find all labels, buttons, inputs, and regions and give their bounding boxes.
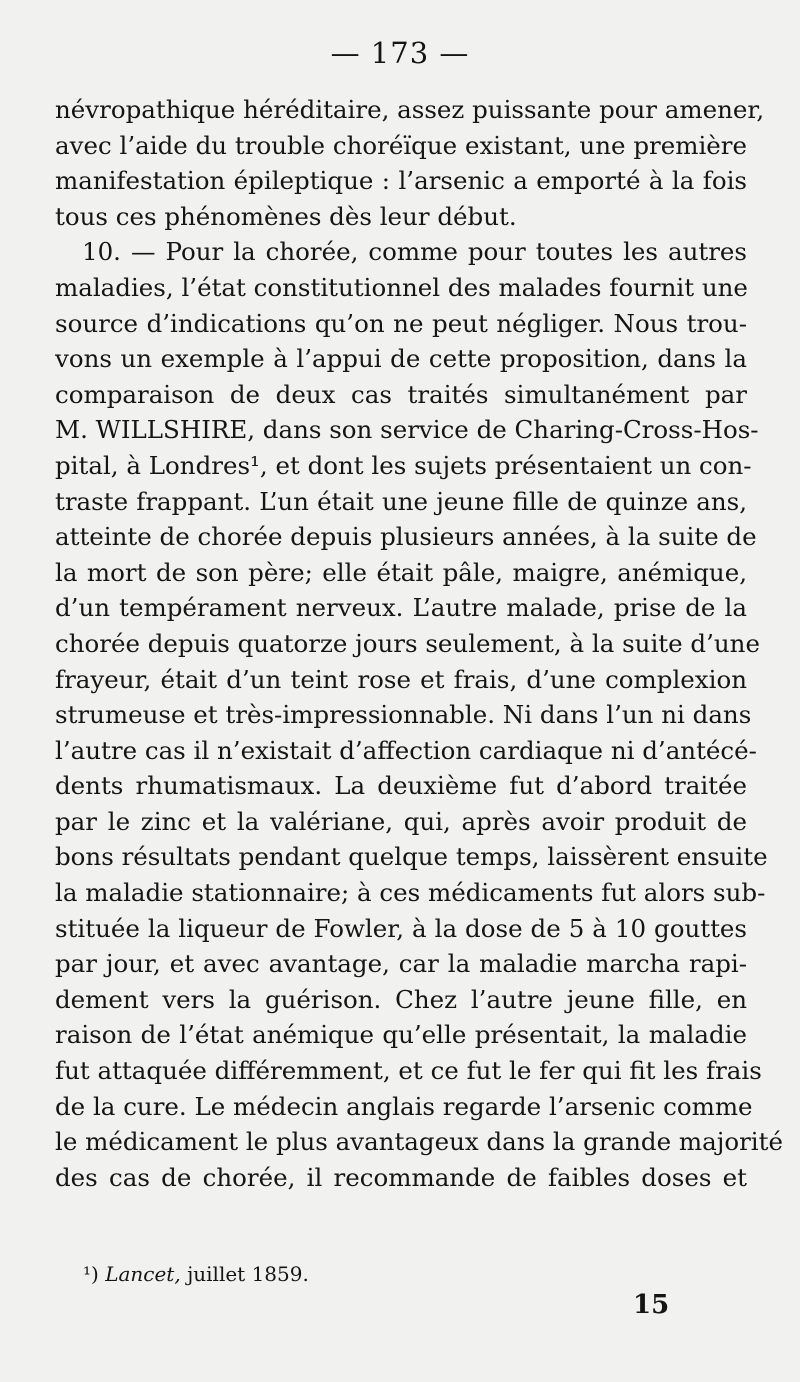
text-line: avec l’aide du trouble choréïque existant, une première <box>55 130 747 160</box>
signature-mark: 15 <box>633 1290 670 1320</box>
text-line: bons résultats pendant quelque temps, laissèrent ensuite <box>55 842 768 872</box>
text-line: l’autre cas il n’existait d’affection cardiaque ni d’antécé- <box>55 735 757 765</box>
text-line: névropathique héréditaire, assez puissante pour amener, <box>55 95 765 124</box>
text-line: la maladie stationnaire; à ces médicaments fut alors sub- <box>55 878 766 908</box>
body-text <box>55 92 783 1195</box>
text-line: dents rhumatismaux. La deuxième fut d’abord traitée <box>55 771 747 801</box>
footnote <box>83 1262 309 1286</box>
text-line: tous ces phénomènes dès leur début. <box>55 201 517 231</box>
text-line: de la cure. Le médecin anglais regarde l’arsenic comme <box>55 1091 753 1121</box>
text-line: maladies, l’état constitutionnel des malades fournit une <box>55 272 748 302</box>
text-line: traste frappant. L’un était une jeune fille de quinze ans, <box>55 486 747 516</box>
text-line: la mort de son père; elle était pâle, maigre, anémique, <box>55 557 747 587</box>
text-line: atteinte de chorée depuis plusieurs années, à la suite de <box>55 522 757 552</box>
text-line: manifestation épileptique : l’arsenic a emporté à la fois <box>55 166 747 196</box>
text-line: source d’indications qu’on ne peut négliger. Nous trou- <box>55 308 747 338</box>
text-line: 10. — Pour la chorée, comme pour toutes les autres <box>82 237 747 267</box>
text-line: par le zinc et la valériane, qui, après avoir produit de <box>55 806 747 836</box>
text-line: M. WILLSHIRE, dans son service de Charing-Cross-Hos- <box>55 415 759 445</box>
text-line: d’un tempérament nerveux. L’autre malade, prise de la <box>55 593 747 623</box>
footnote-source: Lancet, <box>105 1262 181 1286</box>
text-line: dement vers la guérison. Chez l’autre jeune fille, en <box>55 984 747 1014</box>
text-line: par jour, et avec avantage, car la maladie marcha rapi- <box>55 949 747 979</box>
text-line: strumeuse et très-impressionnable. Ni dans l’un ni dans <box>55 700 752 730</box>
text-line: chorée depuis quatorze jours seulement, à la suite d’une <box>55 628 760 658</box>
text-line: vons un exemple à l’appui de cette proposition, dans la <box>55 344 747 374</box>
text-line: raison de l’état anémique qu’elle présentait, la maladie <box>55 1020 747 1050</box>
text-line: des cas de chorée, il recommande de faibles doses et <box>55 1162 747 1192</box>
text-line: fut attaquée différemment, et ce fut le fer qui fit les frais <box>55 1056 762 1086</box>
text-line: pital, à Londres¹, et dont les sujets présentaient un con- <box>55 450 752 480</box>
text-line: comparaison de deux cas traités simultanément par <box>55 379 747 409</box>
text-line: frayeur, était d’un teint rose et frais, d’une complexion <box>55 664 747 694</box>
text-line: stituée la liqueur de Fowler, à la dose de 5 à 10 gouttes <box>55 913 747 943</box>
footnote-date: juillet 1859. <box>187 1262 309 1286</box>
footnote-marker: ¹) <box>83 1262 99 1286</box>
text-line: le médicament le plus avantageux dans la grande majorité <box>55 1127 783 1157</box>
page-number: — 173 — <box>330 36 470 70</box>
